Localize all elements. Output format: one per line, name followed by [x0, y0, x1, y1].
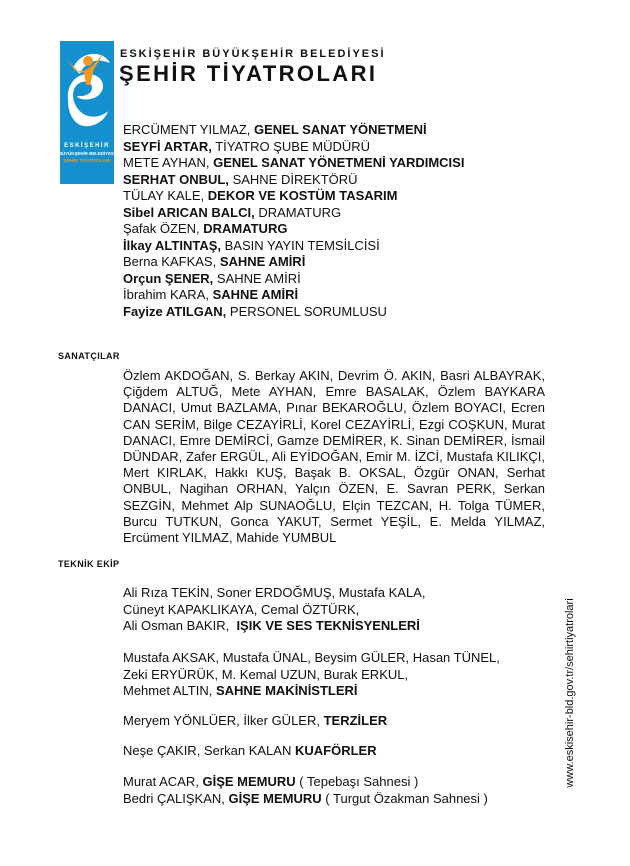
tech-names: Bedri ÇALIŞKAN,	[123, 790, 225, 806]
staff-row	[123, 271, 464, 288]
tech-line	[123, 791, 488, 808]
staff-name: Sibel ARICAN BALCI,	[123, 204, 255, 220]
staff-name: METE AYHAN,	[123, 155, 210, 170]
staff-role: DEKOR VE KOSTÜM TASARIM	[207, 188, 398, 203]
staff-row	[123, 254, 464, 271]
staff-name: Orçun ŞENER,	[123, 270, 214, 286]
theatre-title: ŞEHİR TİYATROLARI	[119, 61, 378, 86]
staff-role: DRAMATURG	[258, 204, 342, 220]
tech-role: KUAFÖRLER	[294, 743, 377, 758]
tech-group-stage-machinists	[123, 650, 500, 700]
tech-names: Murat ACAR,	[123, 774, 199, 789]
staff-row	[123, 172, 464, 189]
staff-name: SEYFİ ARTAR,	[123, 138, 212, 154]
staff-row	[123, 238, 464, 255]
logo-municipality-label: BÜYÜKŞEHİR BELEDİYESİ	[60, 151, 114, 156]
staff-row	[123, 155, 464, 172]
tech-line	[123, 683, 500, 700]
tech-venue: ( Turgut Özakman Sahnesi )	[325, 790, 488, 806]
tech-line	[123, 743, 377, 760]
staff-role: GENEL SANAT YÖNETMENİ	[254, 122, 427, 137]
staff-role: PERSONEL SORUMLUSU	[229, 303, 387, 319]
staff-row	[123, 205, 464, 222]
staff-row	[123, 287, 464, 304]
tech-group-box-office	[123, 774, 488, 807]
staff-role: GENEL SANAT YÖNETMENİ YARDIMCISI	[213, 155, 465, 170]
tech-role: SAHNE MAKİNİSTLERİ	[215, 683, 358, 698]
staff-name: TÜLAY KALE,	[123, 188, 205, 203]
tech-role: TERZİLER	[323, 713, 388, 728]
tech-line: Ali Rıza TEKİN, Soner ERDOĞMUŞ, Mustafa KALA,	[123, 585, 426, 600]
staff-name: ERCÜMENT YILMAZ,	[123, 122, 251, 137]
staff-row	[123, 139, 464, 156]
staff-name: İlkay ALTINTAŞ,	[123, 237, 221, 253]
tech-group-hairdressers	[123, 743, 377, 760]
tech-line	[123, 774, 488, 791]
staff-name: Şafak ÖZEN,	[123, 221, 200, 236]
tech-group-tailors	[123, 713, 387, 730]
staff-list	[123, 122, 464, 320]
staff-role: SAHNE AMİRİ	[219, 254, 306, 269]
tech-role: GİŞE MEMURU	[228, 790, 322, 806]
staff-role: DRAMATURG	[203, 221, 288, 236]
staff-row	[123, 188, 464, 205]
artists-heading: SANATÇILAR	[58, 351, 120, 361]
website-url-text: www.eskisehir-bld.gov.tr/sehirtiyatrolari	[564, 598, 576, 788]
municipality-logo	[60, 41, 114, 184]
staff-name: Berna KAFKAS,	[123, 254, 217, 269]
tech-venue: ( Tepebaşı Sahnesi )	[299, 774, 419, 789]
tech-line: Cüneyt KAPAKLIKAYA, Cemal ÖZTÜRK,	[123, 601, 360, 617]
staff-role: TİYATRO ŞUBE MÜDÜRÜ	[215, 138, 371, 154]
artists-list: Özlem AKDOĞAN, S. Berkay AKIN, Devrim Ö. AKIN, Basri ALBAYRAK, Çiğdem ALTUĞ, Mete AYHAN, Emre BASALAK, Özlem BAYKARA DANACI, Umut BAZLAMA, Pınar BEKAROĞLU, Özlem BOYACI, Ecren CAN SERİM, Bilge CEZAYİRLİ, Korel CEZAYİRLİ, Ezgi COŞKUN, Murat DANACI, Emre DEMİRCİ, Gamze DEMİRER, K. Sinan DEMİRER, İsmail DÜNDAR, Zafer ERGÜL, Ali EYİDOĞAN, Emir M. İZCİ, Mustafa KILIKÇI, Mert KIRLAK, Hakkı KUŞ, Başak B. OKSAL, Özgür ONAN, Serhat ONBUL, Nagihan ORHAN, Yalçın ÖZEN, E. Savran PERK, Serkan SEZGİN, Mehmet Alp SUNAOĞLU, Elçin TEZCAN, H. Tolga TÜMER, Burcu TUTKUN, Gonca YAKUT, Sermet YEŞİL, E. Melda YILMAZ, Ercüment YILMAZ, Mahide YUMBUL	[123, 368, 545, 546]
staff-row	[123, 221, 464, 238]
tech-line	[123, 618, 425, 635]
tech-names: Neşe ÇAKIR, Serkan KALAN	[123, 743, 292, 758]
organization-name: ESKİŞEHİR BÜYÜKŞEHİR BELEDİYESİ	[120, 48, 386, 60]
tech-group-light-sound	[123, 585, 425, 635]
staff-name: İbrahim KARA,	[123, 287, 209, 302]
tech-role: GİŞE MEMURU	[202, 774, 296, 789]
logo-theatre-label: ŞEHİR TİYATROLARI	[63, 159, 111, 164]
tech-names: Ali Osman BAKIR,	[123, 618, 230, 633]
tech-heading: TEKNİK EKİP	[58, 559, 120, 569]
tech-role: IŞIK VE SES TEKNİSYENLERİ	[236, 618, 420, 633]
staff-name: SERHAT ONBUL,	[123, 171, 229, 187]
staff-role: BASIN YAYIN TEMSİLCİSİ	[224, 237, 380, 253]
tech-line: Zeki ERYÜRÜK, M. Kemal UZUN, Burak ERKUL,	[123, 666, 409, 682]
staff-role: SAHNE DİREKTÖRÜ	[232, 171, 358, 187]
website-url	[562, 595, 578, 791]
logo-city-label: ESKİŞEHİR	[64, 143, 110, 149]
staff-role: SAHNE AMİRİ	[216, 270, 301, 286]
tech-names: Meryem YÖNLÜER, İlker GÜLER,	[123, 713, 320, 728]
tech-line: Mustafa AKSAK, Mustafa ÜNAL, Beysim GÜLER, Hasan TÜNEL,	[123, 650, 500, 665]
staff-row	[123, 122, 464, 139]
tech-names: Mehmet ALTIN,	[123, 683, 213, 698]
staff-row	[123, 304, 464, 321]
staff-role: SAHNE AMİRİ	[212, 287, 299, 302]
staff-name: Fayize ATILGAN,	[123, 303, 227, 319]
tech-line	[123, 713, 387, 730]
